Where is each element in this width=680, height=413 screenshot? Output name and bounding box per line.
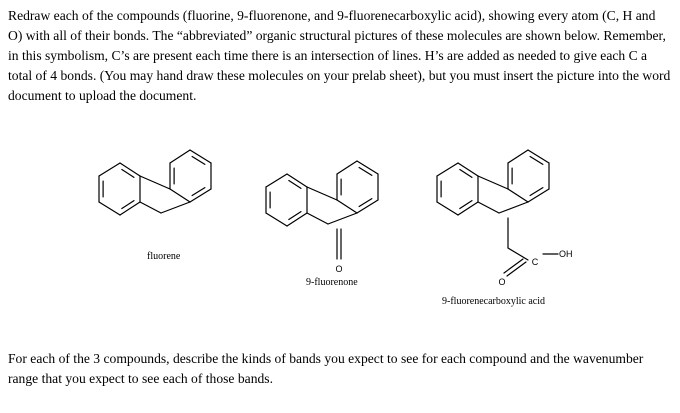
carbonyl-oxygen-label: O xyxy=(498,277,506,287)
carboxyl-carbon-label: C xyxy=(531,257,539,267)
fluorenone-caption: 9-fluorenone xyxy=(306,277,358,288)
bond-line xyxy=(478,176,508,189)
hydroxyl-label: OH xyxy=(559,249,573,259)
instructions-paragraph: Redraw each of the compounds (fluorine, 9-fluorenone, and 9-fluorenecarboxylic acid), showing every atom (C, H and O) with all of their bonds. The “abbreviated” organic structural pictures of these molecules are shown below. Remember, in this symbolism, C’s are present each time there is an intersection of lines. H’s are added as needed to give each C a total of 4 bonds. (You may hand draw these molecules on your prelab sheet), but you must insert the picture into the word document to upload the document. xyxy=(8,8,671,103)
bond-line xyxy=(170,189,190,202)
fluorene-caption: fluorene xyxy=(147,251,181,262)
bond-line xyxy=(508,150,528,163)
fluorene-structure xyxy=(99,150,211,215)
fluorenecarboxylic-acid-caption: 9-fluorenecarboxylic acid xyxy=(442,296,546,307)
bond-line xyxy=(266,174,287,187)
bond-line xyxy=(478,202,499,213)
bond-line xyxy=(508,189,528,202)
oxygen-label: O xyxy=(335,264,343,274)
bond-line xyxy=(140,202,161,213)
fluorenone-structure xyxy=(266,161,378,226)
bond-line xyxy=(161,202,190,213)
bond-line xyxy=(307,213,328,224)
bond-line xyxy=(499,202,528,213)
bond-line xyxy=(266,213,287,226)
bond-line xyxy=(170,150,190,163)
bond-line xyxy=(140,176,170,189)
fluorenecarboxylic-acid-structure xyxy=(437,150,549,215)
bond-line xyxy=(99,163,120,176)
bond-line xyxy=(99,202,120,215)
bond-line xyxy=(437,163,458,176)
bond-line xyxy=(337,161,357,174)
question-paragraph: For each of the 3 compounds, describe the kinds of bands you expect to see for each compound and the wavenumber range that you expect to see each of those bands. xyxy=(8,351,644,386)
carboxyl-group xyxy=(504,218,558,276)
bond-line xyxy=(437,202,458,215)
bond-line xyxy=(328,213,357,224)
bond-line xyxy=(307,187,337,200)
carbonyl-group xyxy=(337,229,341,259)
bond-line xyxy=(337,200,357,213)
